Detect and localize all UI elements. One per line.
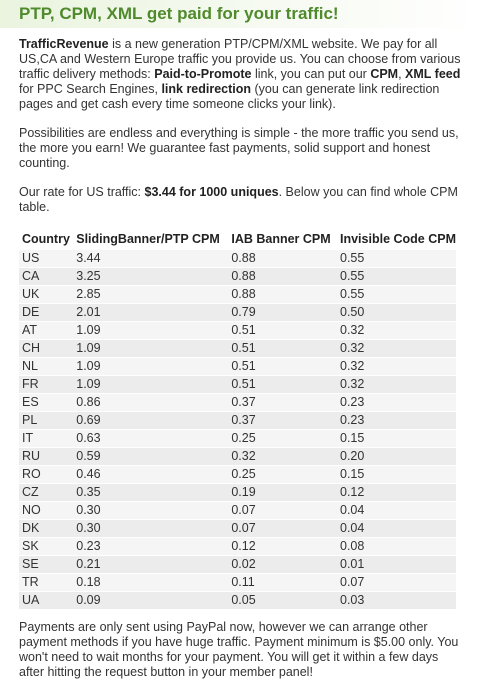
country-cell: FR — [19, 376, 73, 394]
sliding-banner-ptp-cpm-cell: 0.86 — [73, 394, 228, 412]
table-header — [19, 231, 456, 250]
table-row — [19, 466, 456, 484]
invisible-code-cpm-cell: 0.55 — [337, 268, 456, 286]
table-row — [19, 592, 456, 610]
invisible-code-cpm-cell: 0.04 — [337, 520, 456, 538]
table-row — [19, 448, 456, 466]
country-cell: UA — [19, 592, 73, 610]
table-header-row — [19, 231, 456, 250]
sliding-banner-ptp-cpm-cell: 0.21 — [73, 556, 228, 574]
table-row — [19, 376, 456, 394]
table-row — [19, 358, 456, 376]
sliding-banner-ptp-cpm-cell: 0.23 — [73, 538, 228, 556]
iab-banner-cpm-cell: 0.32 — [228, 448, 337, 466]
invisible-code-cpm-cell: 0.32 — [337, 376, 456, 394]
sliding-banner-ptp-cpm-cell: 0.46 — [73, 466, 228, 484]
sliding-banner-ptp-cpm-cell: 0.35 — [73, 484, 228, 502]
invisible-code-cpm-cell: 0.04 — [337, 502, 456, 520]
country-cell: RO — [19, 466, 73, 484]
sliding-banner-ptp-cpm-cell: 3.25 — [73, 268, 228, 286]
table-row — [19, 286, 456, 304]
cpm-term: CPM — [370, 67, 399, 81]
rate-paragraph — [19, 185, 464, 215]
iab-banner-cpm-cell: 0.25 — [228, 430, 337, 448]
iab-banner-cpm-cell: 0.79 — [228, 304, 337, 322]
invisible-code-cpm-cell: 0.55 — [337, 286, 456, 304]
sliding-banner-ptp-cpm-cell: 0.09 — [73, 592, 228, 610]
sliding-banner-ptp-cpm-cell: 0.30 — [73, 520, 228, 538]
table-row — [19, 394, 456, 412]
intro-text-1: is a new generation PTP/CPM/XML website. We pay for all US,CA and Western Europe traffic you provide us. You can choose from various traffic delivery methods: — [19, 37, 461, 81]
table-row — [19, 484, 456, 502]
table-row — [19, 304, 456, 322]
country-cell: CA — [19, 268, 73, 286]
brand-name: TrafficRevenue — [19, 37, 109, 51]
sliding-banner-ptp-cpm-cell: 0.30 — [73, 502, 228, 520]
sliding-banner-ptp-cpm-cell: 2.85 — [73, 286, 228, 304]
sliding-banner-ptp-cpm-cell: 1.09 — [73, 358, 228, 376]
sliding-banner-ptp-cpm-cell: 0.59 — [73, 448, 228, 466]
iab-banner-cpm-cell: 0.07 — [228, 520, 337, 538]
xml-feed-term: XML feed — [405, 67, 461, 81]
iab-banner-cpm-cell: 0.11 — [228, 574, 337, 592]
country-cell: PL — [19, 412, 73, 430]
country-cell: DE — [19, 304, 73, 322]
sliding-banner-ptp-cpm-cell: 1.09 — [73, 376, 228, 394]
country-cell: RU — [19, 448, 73, 466]
table-body — [19, 250, 456, 610]
table-row — [19, 520, 456, 538]
iab-banner-cpm-cell: 0.51 — [228, 358, 337, 376]
iab-banner-cpm-cell: 0.07 — [228, 502, 337, 520]
intro-text-3: , — [398, 67, 406, 81]
invisible-code-cpm-cell: 0.50 — [337, 304, 456, 322]
iab-banner-cpm-cell: 0.25 — [228, 466, 337, 484]
table-row — [19, 430, 456, 448]
intro-text-2: link, you can put our — [251, 67, 371, 81]
rate-prefix: Our rate for US traffic: — [19, 185, 145, 199]
country-cell: SE — [19, 556, 73, 574]
country-cell: ES — [19, 394, 73, 412]
header-sliding-banner-ptp-cpm: SlidingBanner/PTP CPM — [76, 232, 220, 246]
possibilities-paragraph: Possibilities are endless and everything is simple - the more traffic you send us, the more you earn! We guarantee fast payments, solid support and honest counting. — [19, 126, 459, 170]
invisible-code-cpm-cell: 0.15 — [337, 430, 456, 448]
header-country: Country — [22, 232, 70, 246]
invisible-code-cpm-cell: 0.20 — [337, 448, 456, 466]
invisible-code-cpm-cell: 0.23 — [337, 394, 456, 412]
iab-banner-cpm-cell: 0.19 — [228, 484, 337, 502]
invisible-code-cpm-cell: 0.55 — [337, 250, 456, 268]
header-invisible-code-cpm: Invisible Code CPM — [340, 232, 456, 246]
iab-banner-cpm-cell: 0.88 — [228, 250, 337, 268]
table-row — [19, 574, 456, 592]
country-cell: UK — [19, 286, 73, 304]
table-row — [19, 268, 456, 286]
intro-paragraph — [19, 37, 464, 112]
invisible-code-cpm-cell: 0.07 — [337, 574, 456, 592]
rate-suffix: . Below you can find whole CPM table. — [19, 185, 458, 214]
link-redirection-term: link redirection — [161, 82, 252, 96]
country-cell: SK — [19, 538, 73, 556]
country-cell: US — [19, 250, 73, 268]
invisible-code-cpm-cell: 0.03 — [337, 592, 456, 610]
invisible-code-cpm-cell: 0.23 — [337, 412, 456, 430]
paid-to-promote-term: Paid-to-Promote — [154, 67, 252, 81]
country-cell: NL — [19, 358, 73, 376]
country-cell: NO — [19, 502, 73, 520]
iab-banner-cpm-cell: 0.88 — [228, 268, 337, 286]
table-row — [19, 502, 456, 520]
table-row — [19, 322, 456, 340]
intro-text-4: for PPC Search Engines, — [19, 82, 162, 96]
invisible-code-cpm-cell: 0.01 — [337, 556, 456, 574]
iab-banner-cpm-cell: 0.88 — [228, 286, 337, 304]
country-cell: CZ — [19, 484, 73, 502]
invisible-code-cpm-cell: 0.32 — [337, 358, 456, 376]
iab-banner-cpm-cell: 0.51 — [228, 322, 337, 340]
country-cell: AT — [19, 322, 73, 340]
cpm-rates-table — [19, 231, 456, 609]
iab-banner-cpm-cell: 0.12 — [228, 538, 337, 556]
sliding-banner-ptp-cpm-cell: 0.63 — [73, 430, 228, 448]
country-cell: CH — [19, 340, 73, 358]
invisible-code-cpm-cell: 0.15 — [337, 466, 456, 484]
table-row — [19, 538, 456, 556]
header-iab-banner-cpm: IAB Banner CPM — [231, 232, 331, 246]
iab-banner-cpm-cell: 0.05 — [228, 592, 337, 610]
sliding-banner-ptp-cpm-cell: 3.44 — [73, 250, 228, 268]
table-row — [19, 340, 456, 358]
country-cell: TR — [19, 574, 73, 592]
rate-value: $3.44 for 1000 uniques — [144, 185, 279, 199]
table-row — [19, 250, 456, 268]
invisible-code-cpm-cell: 0.32 — [337, 322, 456, 340]
country-cell: DK — [19, 520, 73, 538]
sliding-banner-ptp-cpm-cell: 1.09 — [73, 322, 228, 340]
iab-banner-cpm-cell: 0.51 — [228, 376, 337, 394]
page-title: PTP, CPM, XML get paid for your traffic! — [19, 4, 339, 23]
page-header — [0, 0, 483, 28]
payments-paragraph: Payments are only sent using PayPal now, however we can arrange other payment methods if you have huge traffic. Payment minimum is $5.00 only. You won't need to wait months for your payment. You will get it within a few days after hitting the request button in your member panel! — [19, 620, 459, 679]
table-row — [19, 412, 456, 430]
sliding-banner-ptp-cpm-cell: 1.09 — [73, 340, 228, 358]
sliding-banner-ptp-cpm-cell: 2.01 — [73, 304, 228, 322]
sliding-banner-ptp-cpm-cell: 0.69 — [73, 412, 228, 430]
iab-banner-cpm-cell: 0.51 — [228, 340, 337, 358]
iab-banner-cpm-cell: 0.37 — [228, 394, 337, 412]
invisible-code-cpm-cell: 0.08 — [337, 538, 456, 556]
intro-text-5: (you can generate link redirection pages and get cash every time someone clicks your link). — [19, 82, 440, 111]
iab-banner-cpm-cell: 0.37 — [228, 412, 337, 430]
table-row — [19, 556, 456, 574]
country-cell: IT — [19, 430, 73, 448]
main-content — [0, 37, 483, 680]
sliding-banner-ptp-cpm-cell: 0.18 — [73, 574, 228, 592]
iab-banner-cpm-cell: 0.02 — [228, 556, 337, 574]
invisible-code-cpm-cell: 0.32 — [337, 340, 456, 358]
invisible-code-cpm-cell: 0.12 — [337, 484, 456, 502]
